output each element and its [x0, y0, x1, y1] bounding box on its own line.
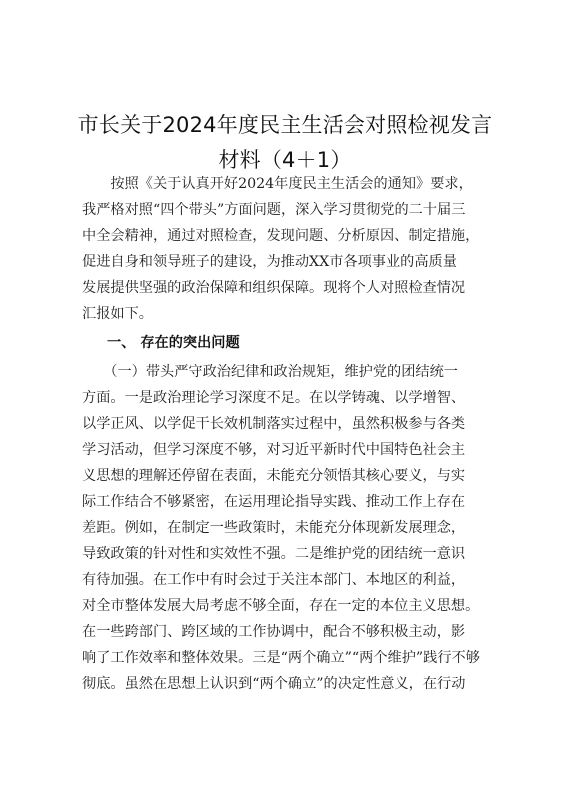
paragraph-line: 按照《关于认真开好2024年度民主生活会的通知》要求， [82, 176, 473, 192]
paragraph-line: 发展提供坚强的政治保障和组织保障。现将个人对照检查情况 [82, 280, 466, 296]
paragraph-line: 方面。一是政治理论学习深度不足。在以学铸魂、以学增智、 [82, 390, 466, 406]
paragraph-line: 汇报如下。 [82, 306, 153, 322]
paragraph-line: 以学正风、以学促干长效机制落实过程中，虽然积极参与各类 [82, 416, 466, 432]
paragraph-line: 学习活动，但学习深度不够，对习近平新时代中国特色社会主 [82, 442, 466, 458]
paragraph-line: 有待加强。在工作中有时会过于关注本部门、本地区的利益， [82, 572, 466, 588]
paragraph-line: 导致政策的针对性和实效性不强。二是维护党的团结统一意识 [82, 546, 466, 562]
paragraph-line: 对全市整体发展大局考虑不够全面，存在一定的本位主义思想。 [82, 598, 480, 614]
paragraph-line: 响了工作效率和整体效果。三是“两个确立”“两个维护”践行不够 [82, 650, 480, 666]
paragraph-line: 际工作结合不够紧密，在运用理论指导实践、推动工作上存在 [82, 494, 466, 510]
document-title-line-1: 市长关于2024年度民主生活会对照检视发言 [77, 113, 493, 137]
paragraph-line: （一）带头严守政治纪律和政治规矩，维护党的团结统一 [82, 364, 458, 380]
paragraph-line: 义思想的理解还停留在表面，未能充分领悟其核心要义，与实 [82, 468, 466, 484]
paragraph-line: 中全会精神，通过对照检查，发现问题、分析原因、制定措施， [82, 228, 480, 244]
paragraph-line: 促进自身和领导班子的建设，为推动XX市各项事业的高质量 [82, 254, 457, 270]
paragraph-line: 差距。例如，在制定一些政策时，未能充分体现新发展理念， [82, 520, 466, 536]
section-heading: 一、 存在的突出问题 [107, 335, 240, 351]
paragraph-line: 彻底。虽然在思想上认识到“两个确立”的决定性意义，在行动 [82, 676, 466, 692]
paragraph-line: 我严格对照“四个带头”方面问题，深入学习贯彻党的二十届三 [82, 202, 466, 218]
document-title-line-2: 材料（4＋1） [218, 148, 352, 172]
paragraph-line: 在一些跨部门、跨区域的工作协调中，配合不够积极主动，影 [82, 624, 466, 640]
